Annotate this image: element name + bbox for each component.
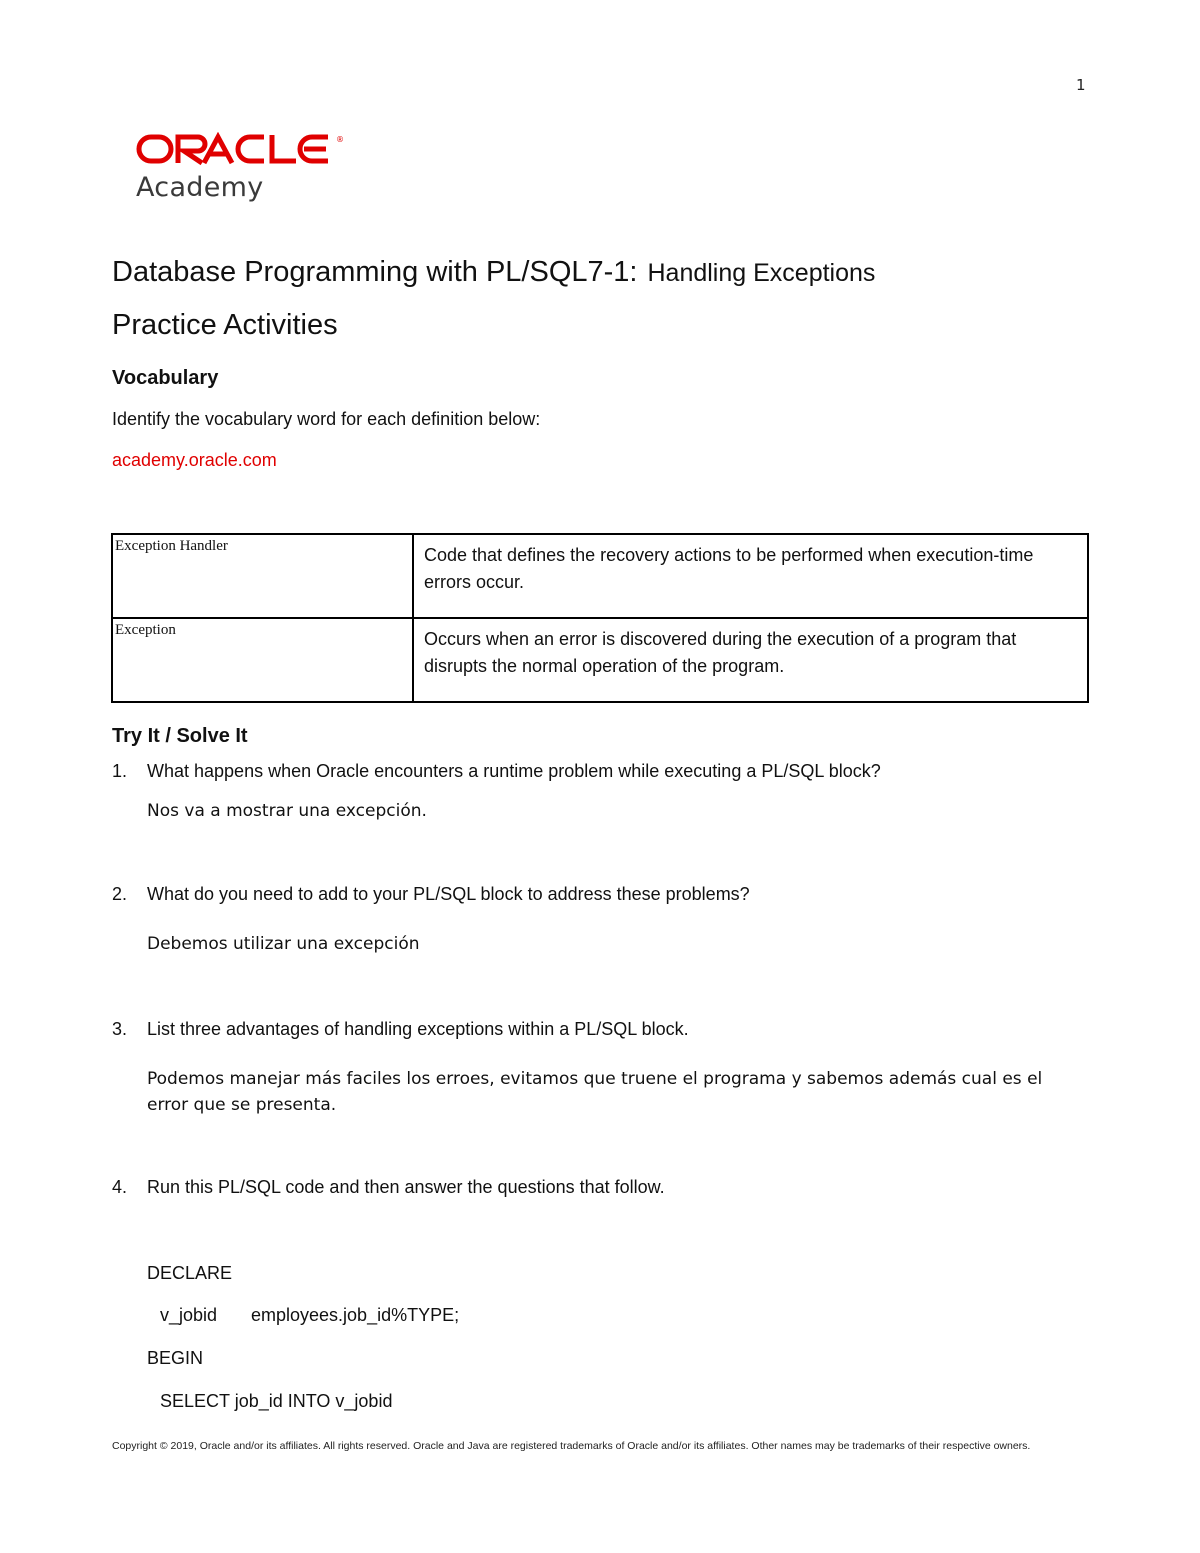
question-1	[112, 761, 881, 782]
practice-heading: Practice Activities	[112, 309, 338, 341]
code-variable-name: v_jobid	[160, 1305, 218, 1325]
vocab-definition: Occurs when an error is discovered during the execution of a program that disrupts the normal operation of the program.	[413, 618, 1088, 702]
question-4	[112, 1177, 665, 1198]
table-row	[112, 534, 1088, 618]
question-number: 4.	[112, 1177, 128, 1197]
question-number: 3.	[112, 1019, 128, 1039]
vocab-term: Exception Handler	[112, 534, 413, 618]
table-row	[112, 618, 1088, 702]
vocabulary-heading: Vocabulary	[112, 367, 219, 389]
vocabulary-instructions: Identify the vocabulary word for each definition below:	[112, 409, 541, 429]
answer-3: Podemos manejar más faciles los erroes, evitamos que truene el programa y sabemos además cual es el error que se presenta.	[147, 1069, 1043, 1115]
vocabulary-table	[111, 533, 1089, 703]
oracle-academy-logo	[136, 132, 348, 203]
academy-label: Academy	[136, 172, 264, 203]
code-select: SELECT job_id INTO v_jobid	[160, 1391, 393, 1411]
oracle-wordmark	[136, 132, 348, 166]
code-variable-type: employees.job_id%TYPE;	[251, 1305, 460, 1325]
svg-text:®: ®	[336, 135, 344, 144]
question-2	[112, 884, 750, 905]
vocab-term: Exception	[112, 618, 413, 702]
vocab-definition: Code that defines the recovery actions to be performed when execution-time errors occur.	[413, 534, 1088, 618]
answer-1: Nos va a mostrar una excepción.	[147, 801, 427, 821]
try-it-heading: Try It / Solve It	[112, 725, 248, 747]
code-declare: DECLARE	[147, 1263, 233, 1283]
page-title	[112, 256, 875, 289]
question-text: List three advantages of handling exceptions within a PL/SQL block.	[147, 1019, 689, 1039]
academy-link[interactable]: academy.oracle.com	[112, 450, 277, 470]
question-3	[112, 1019, 689, 1040]
question-text: What do you need to add to your PL/SQL block to address these problems?	[147, 884, 750, 904]
question-text: Run this PL/SQL code and then answer the questions that follow.	[147, 1177, 665, 1197]
page-number: 1	[1076, 76, 1086, 94]
course-title: Database Programming with PL/SQL7-1:	[112, 256, 638, 288]
question-text: What happens when Oracle encounters a runtime problem while executing a PL/SQL block?	[147, 761, 881, 781]
answer-2: Debemos utilizar una excepción	[147, 934, 420, 954]
code-begin: BEGIN	[147, 1348, 204, 1368]
lesson-topic: Handling Exceptions	[647, 259, 876, 287]
copyright-footer: Copyright © 2019, Oracle and/or its affiliates. All rights reserved. Oracle and Java are registered trademarks of Oracle and/or its affiliates. Other names may be trademarks of their respective owners.	[112, 1440, 1031, 1452]
question-number: 1.	[112, 761, 128, 781]
question-number: 2.	[112, 884, 128, 904]
